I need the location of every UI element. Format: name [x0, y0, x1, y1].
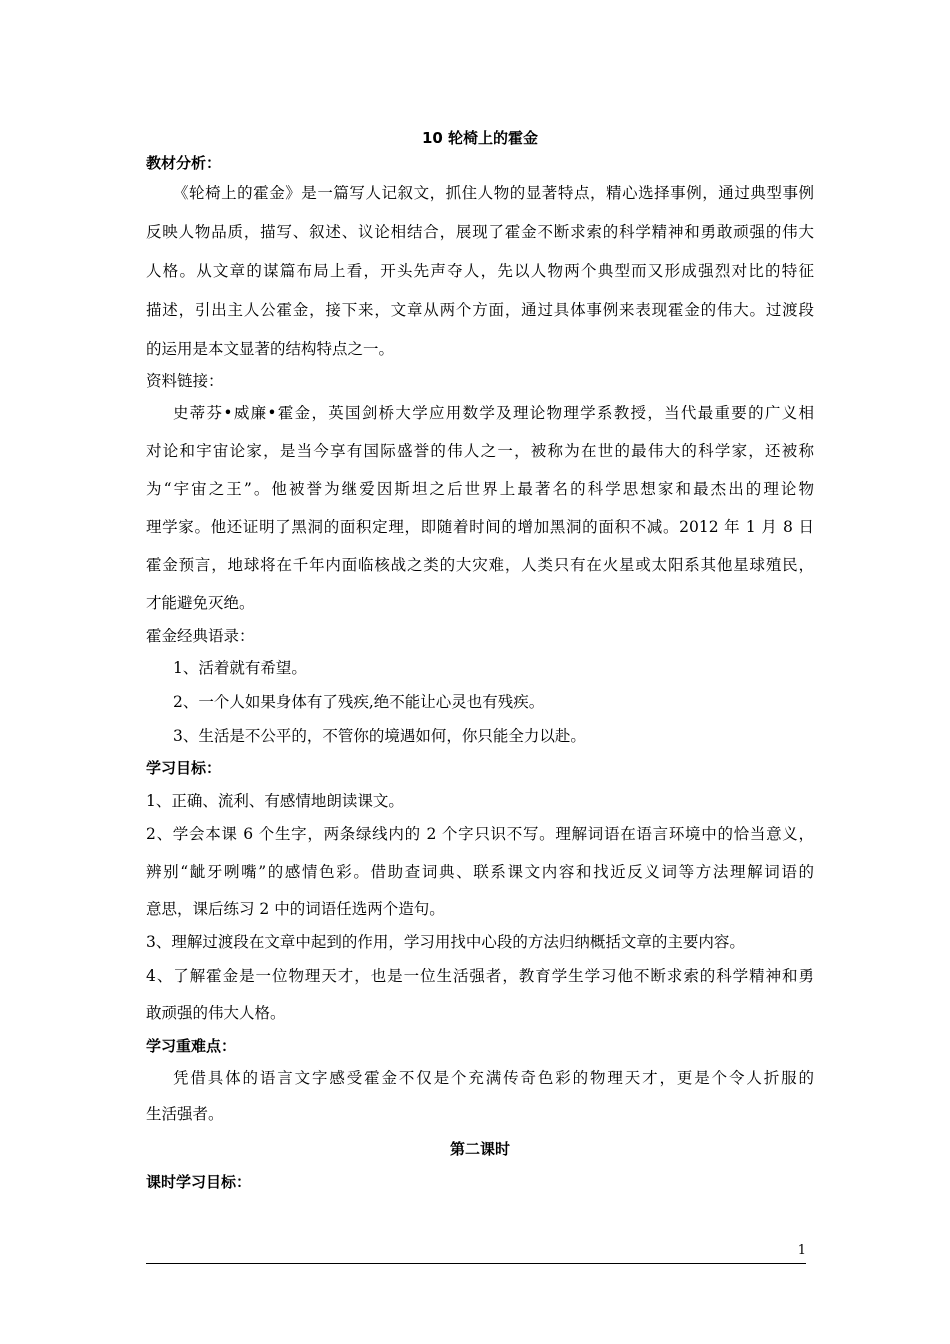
- document-title: 10 轮椅上的霍金: [421, 129, 539, 147]
- goal-line: 意思，课后练习 2 中的词语任选两个造句。: [146, 900, 445, 918]
- analysis-line: 人格。从文章的谋篇布局上看，开头先声夺人，先以人物两个典型而又形成强烈对比的特征: [146, 262, 814, 280]
- goal-line: 3、理解过渡段在文章中起到的作用，学习用找中心段的方法归纳概括文章的主要内容。: [146, 933, 745, 951]
- resource-line: 理学家。他还证明了黑洞的面积定理，即随着时间的增加黑洞的面积不减。2012 年 1 月 8 日: [146, 518, 814, 536]
- goals-heading: 学习目标：: [146, 759, 222, 777]
- page-number: 1: [797, 1243, 806, 1258]
- resource-line: 对论和宇宙论家，是当今享有国际盛誉的伟人之一，被称为在世的最伟大的科学家，还被称: [146, 442, 814, 460]
- resource-line: 为“宇宙之王”。他被誉为继爱因斯坦之后世界上最著名的科学思想家和最杰出的理论物: [146, 480, 814, 498]
- quotes-heading: 霍金经典语录：: [146, 627, 255, 645]
- goal-line: 敢顽强的伟大人格。: [146, 1004, 286, 1022]
- analysis-heading: 教材分析：: [146, 154, 222, 172]
- analysis-line: 描述，引出主人公霍金，接下来，文章从两个方面，通过具体事例来表现霍金的伟大。过渡段: [146, 301, 814, 319]
- goal-line: 辨别“龇牙咧嘴”的感情色彩。借助查词典、联系课文内容和找近反义词等方法理解词语的: [146, 863, 814, 881]
- resource-heading: 资料链接：: [146, 372, 224, 390]
- resource-line: 霍金预言，地球将在千年内面临核战之类的大灾难，人类只有在火星或太阳系其他星球殖民，: [146, 556, 814, 574]
- quote-item: 1、活着就有希望。: [173, 659, 307, 677]
- lesson-heading: 第二课时: [449, 1140, 510, 1158]
- analysis-line: 反映人物品质，描写、叙述、议论相结合，展现了霍金不断求索的科学精神和勇敢顽强的伟大: [146, 223, 814, 241]
- goal-line: 1、正确、流利、有感情地朗读课文。: [146, 792, 404, 810]
- analysis-line: 的运用是本文显著的结构特点之一。: [146, 340, 395, 358]
- key-points-heading: 学习重难点：: [146, 1037, 237, 1055]
- resource-line: 史蒂芬•威廉•霍金，英国剑桥大学应用数学及理论物理学系教授，当代最重要的广义相: [173, 404, 814, 422]
- analysis-line: 《轮椅上的霍金》是一篇写人记叙文，抓住人物的显著特点，精心选择事例，通过典型事例: [173, 184, 814, 202]
- quote-item: 2、一个人如果身体有了残疾,绝不能让心灵也有残疾。: [173, 693, 545, 711]
- footer-divider: [146, 1263, 806, 1264]
- key-points-line: 生活强者。: [146, 1105, 224, 1123]
- lesson-goals-heading: 课时学习目标：: [146, 1173, 252, 1191]
- goal-line: 4、了解霍金是一位物理天才，也是一位生活强者，教育学生学习他不断求索的科学精神和勇: [146, 967, 814, 985]
- quote-item: 3、生活是不公平的，不管你的境遇如何，你只能全力以赴。: [173, 727, 586, 745]
- goal-line: 2、学会本课 6 个生字，两条绿线内的 2 个字只识不写。理解词语在语言环境中的恰当意义，: [146, 825, 814, 843]
- key-points-line: 凭借具体的语言文字感受霍金不仅是个充满传奇色彩的物理天才，更是个令人折服的: [173, 1069, 814, 1087]
- resource-line: 才能避免灭绝。: [146, 594, 255, 612]
